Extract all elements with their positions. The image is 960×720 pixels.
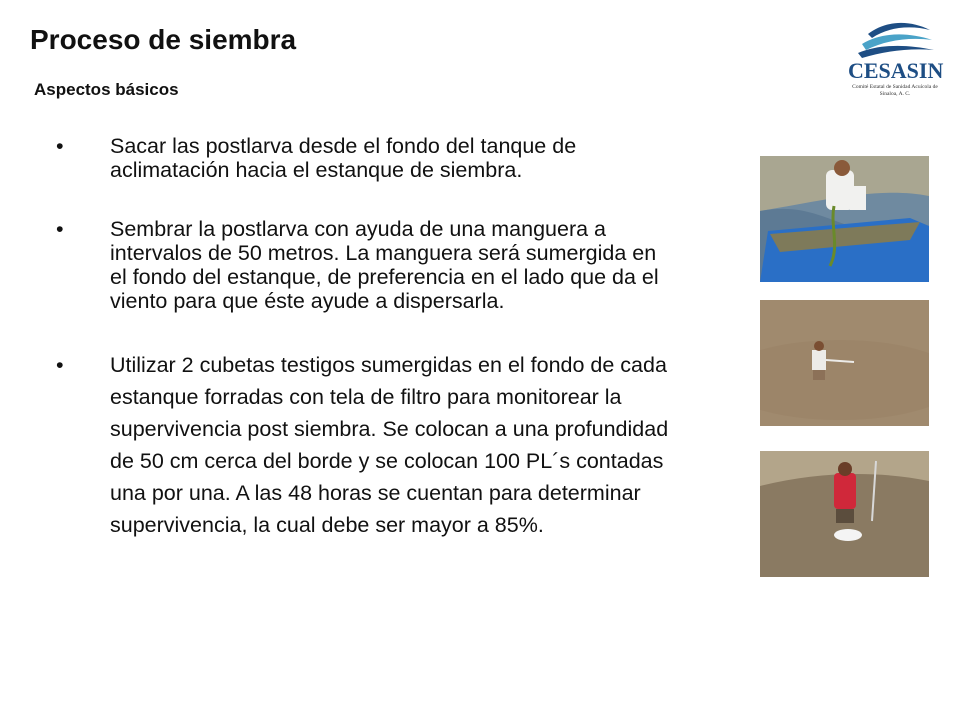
bullet-marker: • (56, 353, 64, 377)
cesasin-logo (848, 20, 944, 102)
photo-acclimation-tank (760, 156, 929, 282)
photo-pond-seeding (760, 300, 929, 426)
bullet-text: Sacar las postlarva desde el fondo del tanque de aclimatación hacia el estanque de siembra. (110, 134, 577, 182)
logo-wordmark: CESASIN (848, 58, 944, 83)
wave-logo-icon (848, 20, 940, 60)
bullet-item (56, 217, 676, 313)
page-subtitle: Aspectos básicos (34, 80, 179, 99)
bullet-marker: • (56, 217, 64, 241)
page-title: Proceso de siembra (30, 24, 297, 55)
bullet-text: Utilizar 2 cubetas testigos sumergidas en el fondo de cada estanque forradas con tela de filtro para monitorear la supervivencia post siembra. Se colocan a una profundidad de 50 cm cerca del borde y se colocan 100 PL´s contadas una por una. A las 48 horas se cuentan para determinar supervivencia, la cual debe ser mayor a 85%. (110, 353, 669, 537)
bullet-marker: • (56, 134, 64, 158)
bullet-item (56, 349, 676, 541)
bullet-text: Sembrar la postlarva con ayuda de una manguera a intervalos de 50 metros. La manguera será sumergida en el fondo del estanque, de preferencia en el lado que da el viento para que éste ayude a dispersarla. (110, 217, 659, 313)
bullet-list (56, 134, 676, 541)
photo-test-buckets (760, 451, 929, 577)
bullet-item (56, 134, 676, 182)
logo-tagline: Comité Estatal de Sanidad Acuícola de Sinaloa, A. C. (852, 84, 938, 97)
